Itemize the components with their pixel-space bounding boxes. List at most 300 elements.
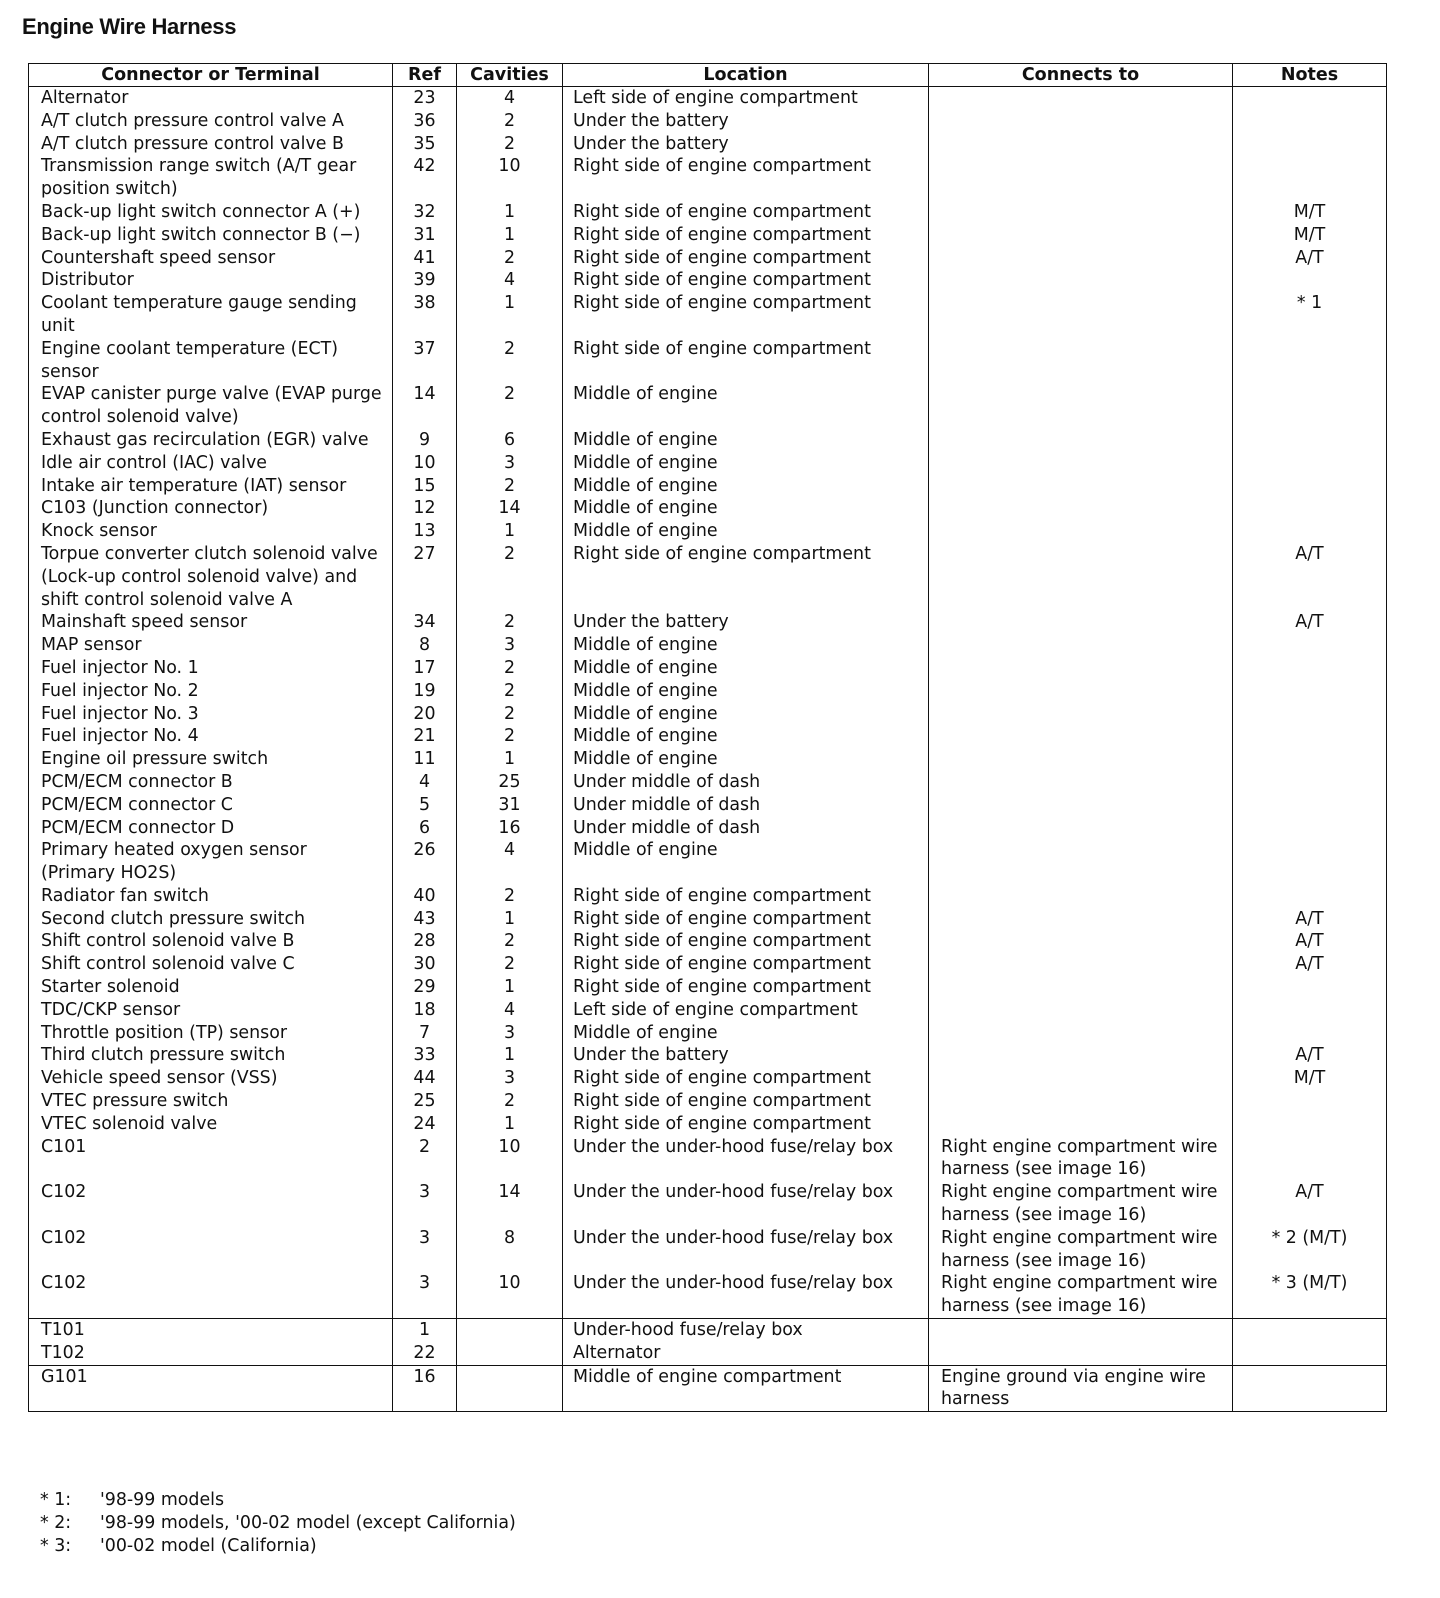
cavities-cell: 1 (457, 201, 563, 224)
table-row (29, 224, 1387, 247)
location-cell: Middle of engine (563, 452, 929, 475)
connects-to-cell (929, 680, 1233, 703)
location-cell: Middle of engine (563, 1022, 929, 1045)
notes-cell (1233, 133, 1387, 156)
connects-to-cell (929, 247, 1233, 270)
ref-cell: 39 (393, 269, 457, 292)
location-cell: Right side of engine compartment (563, 201, 929, 224)
cavities-cell (457, 1342, 563, 1365)
location-cell: Middle of engine (563, 429, 929, 452)
notes-cell (1233, 338, 1387, 384)
table-row (29, 292, 1387, 338)
cavities-cell: 16 (457, 817, 563, 840)
connects-to-cell (929, 133, 1233, 156)
connector-cell: PCM/ECM connector C (29, 794, 393, 817)
connector-cell: Idle air control (IAC) valve (29, 452, 393, 475)
header-connects-to: Connects to (929, 64, 1233, 87)
connector-cell: C103 (Junction connector) (29, 497, 393, 520)
notes-cell (1233, 1090, 1387, 1113)
location-cell: Middle of engine (563, 703, 929, 726)
table-row (29, 133, 1387, 156)
location-cell: Right side of engine compartment (563, 155, 929, 201)
notes-cell (1233, 1113, 1387, 1136)
ref-cell: 31 (393, 224, 457, 247)
ref-cell: 3 (393, 1227, 457, 1273)
location-cell: Under the battery (563, 110, 929, 133)
connector-cell: Primary heated oxygen sensor (Primary HO2S) (29, 839, 393, 885)
connector-cell: Distributor (29, 269, 393, 292)
cavities-cell: 2 (457, 383, 563, 429)
table-row (29, 1227, 1387, 1273)
ref-cell: 29 (393, 976, 457, 999)
ref-cell: 16 (393, 1365, 457, 1412)
location-cell: Under the battery (563, 1044, 929, 1067)
notes-cell: * 3 (M/T) (1233, 1272, 1387, 1318)
connector-cell: MAP sensor (29, 634, 393, 657)
location-cell: Middle of engine (563, 497, 929, 520)
cavities-cell: 2 (457, 338, 563, 384)
ref-cell: 34 (393, 611, 457, 634)
connector-cell: EVAP canister purge valve (EVAP purge control solenoid valve) (29, 383, 393, 429)
notes-cell: M/T (1233, 224, 1387, 247)
notes-cell: M/T (1233, 1067, 1387, 1090)
table-row (29, 634, 1387, 657)
connector-cell: C102 (29, 1272, 393, 1318)
connects-to-cell (929, 930, 1233, 953)
connects-to-cell (929, 999, 1233, 1022)
notes-cell: * 1 (1233, 292, 1387, 338)
notes-cell (1233, 475, 1387, 498)
notes-cell (1233, 497, 1387, 520)
footnote-mark: * 1: (40, 1490, 72, 1510)
connects-to-cell: Right engine compartment wire harness (see image 16) (929, 1227, 1233, 1273)
table-row (29, 657, 1387, 680)
ref-cell: 4 (393, 771, 457, 794)
notes-cell (1233, 1342, 1387, 1365)
cavities-cell: 10 (457, 1136, 563, 1182)
connector-cell: Engine oil pressure switch (29, 748, 393, 771)
location-cell: Under middle of dash (563, 771, 929, 794)
notes-cell: A/T (1233, 611, 1387, 634)
connector-cell: Fuel injector No. 4 (29, 725, 393, 748)
connects-to-cell (929, 520, 1233, 543)
footnotes (40, 1489, 516, 1558)
cavities-cell: 2 (457, 930, 563, 953)
location-cell: Under the under-hood fuse/relay box (563, 1227, 929, 1273)
ref-cell: 12 (393, 497, 457, 520)
connects-to-cell (929, 383, 1233, 429)
connects-to-cell (929, 1022, 1233, 1045)
notes-cell: A/T (1233, 1044, 1387, 1067)
table-row (29, 475, 1387, 498)
location-cell: Right side of engine compartment (563, 885, 929, 908)
header-connector: Connector or Terminal (29, 64, 393, 87)
table-row (29, 1090, 1387, 1113)
connector-cell: C101 (29, 1136, 393, 1182)
cavities-cell: 2 (457, 110, 563, 133)
location-cell: Right side of engine compartment (563, 1067, 929, 1090)
footnote (40, 1512, 516, 1535)
table-row (29, 839, 1387, 885)
ref-cell: 1 (393, 1319, 457, 1342)
connects-to-cell (929, 1319, 1233, 1342)
cavities-cell: 4 (457, 839, 563, 885)
page-title: Engine Wire Harness (22, 14, 237, 39)
connector-cell: Shift control solenoid valve B (29, 930, 393, 953)
connector-cell: Intake air temperature (IAT) sensor (29, 475, 393, 498)
connects-to-cell (929, 224, 1233, 247)
notes-cell (1233, 1319, 1387, 1342)
connector-cell: TDC/CKP sensor (29, 999, 393, 1022)
notes-cell (1233, 520, 1387, 543)
connector-cell: Exhaust gas recirculation (EGR) valve (29, 429, 393, 452)
connects-to-cell (929, 1044, 1233, 1067)
ref-cell: 25 (393, 1090, 457, 1113)
location-cell: Under the under-hood fuse/relay box (563, 1181, 929, 1227)
location-cell: Middle of engine (563, 475, 929, 498)
connector-cell: A/T clutch pressure control valve B (29, 133, 393, 156)
notes-cell (1233, 748, 1387, 771)
location-cell: Middle of engine compartment (563, 1365, 929, 1412)
notes-cell (1233, 657, 1387, 680)
location-cell: Right side of engine compartment (563, 1090, 929, 1113)
location-cell: Right side of engine compartment (563, 1113, 929, 1136)
ref-cell: 40 (393, 885, 457, 908)
connector-cell: Second clutch pressure switch (29, 908, 393, 931)
connector-cell: Mainshaft speed sensor (29, 611, 393, 634)
connects-to-cell (929, 1090, 1233, 1113)
cavities-cell: 2 (457, 1090, 563, 1113)
connects-to-cell (929, 611, 1233, 634)
connects-to-cell (929, 1067, 1233, 1090)
cavities-cell: 3 (457, 1022, 563, 1045)
ref-cell: 3 (393, 1272, 457, 1318)
ref-cell: 24 (393, 1113, 457, 1136)
table-row (29, 999, 1387, 1022)
cavities-cell: 4 (457, 87, 563, 110)
cavities-cell: 4 (457, 269, 563, 292)
connects-to-cell (929, 703, 1233, 726)
notes-cell: A/T (1233, 543, 1387, 611)
location-cell: Alternator (563, 1342, 929, 1365)
location-cell: Under-hood fuse/relay box (563, 1319, 929, 1342)
notes-cell (1233, 429, 1387, 452)
ref-cell: 32 (393, 201, 457, 224)
cavities-cell: 1 (457, 908, 563, 931)
ref-cell: 17 (393, 657, 457, 680)
cavities-cell: 2 (457, 475, 563, 498)
connects-to-cell (929, 1342, 1233, 1365)
cavities-cell: 31 (457, 794, 563, 817)
ref-cell: 14 (393, 383, 457, 429)
notes-cell (1233, 634, 1387, 657)
cavities-cell: 1 (457, 1044, 563, 1067)
cavities-cell: 3 (457, 634, 563, 657)
footnote-mark: * 2: (40, 1513, 72, 1533)
table-row (29, 497, 1387, 520)
location-cell: Right side of engine compartment (563, 247, 929, 270)
location-cell: Right side of engine compartment (563, 224, 929, 247)
location-cell: Middle of engine (563, 634, 929, 657)
notes-cell (1233, 87, 1387, 110)
connects-to-cell (929, 497, 1233, 520)
notes-cell (1233, 680, 1387, 703)
location-cell: Middle of engine (563, 680, 929, 703)
connects-to-cell (929, 839, 1233, 885)
connects-to-cell (929, 817, 1233, 840)
header-notes: Notes (1233, 64, 1387, 87)
table-row (29, 611, 1387, 634)
notes-cell (1233, 1365, 1387, 1412)
ref-cell: 13 (393, 520, 457, 543)
cavities-cell: 1 (457, 1113, 563, 1136)
notes-cell (1233, 269, 1387, 292)
table-row (29, 452, 1387, 475)
notes-cell (1233, 452, 1387, 475)
connects-to-cell (929, 953, 1233, 976)
cavities-cell (457, 1319, 563, 1342)
location-cell: Left side of engine compartment (563, 999, 929, 1022)
connects-to-cell: Right engine compartment wire harness (see image 16) (929, 1136, 1233, 1182)
notes-cell (1233, 839, 1387, 885)
table-row (29, 110, 1387, 133)
cavities-cell: 4 (457, 999, 563, 1022)
ref-cell: 6 (393, 817, 457, 840)
cavities-cell: 14 (457, 497, 563, 520)
ref-cell: 38 (393, 292, 457, 338)
ref-cell: 27 (393, 543, 457, 611)
connector-cell: Engine coolant temperature (ECT) sensor (29, 338, 393, 384)
table-row (29, 908, 1387, 931)
ref-cell: 3 (393, 1181, 457, 1227)
connector-cell: T102 (29, 1342, 393, 1365)
location-cell: Middle of engine (563, 520, 929, 543)
connects-to-cell (929, 475, 1233, 498)
ref-cell: 42 (393, 155, 457, 201)
connector-cell: Knock sensor (29, 520, 393, 543)
ref-cell: 37 (393, 338, 457, 384)
notes-cell (1233, 771, 1387, 794)
location-cell: Under the under-hood fuse/relay box (563, 1272, 929, 1318)
table-row (29, 247, 1387, 270)
ref-cell: 35 (393, 133, 457, 156)
notes-cell (1233, 725, 1387, 748)
connector-cell: Radiator fan switch (29, 885, 393, 908)
ref-cell: 33 (393, 1044, 457, 1067)
connector-cell: G101 (29, 1365, 393, 1412)
connects-to-cell: Right engine compartment wire harness (see image 16) (929, 1272, 1233, 1318)
notes-cell (1233, 1136, 1387, 1182)
location-cell: Right side of engine compartment (563, 930, 929, 953)
ref-cell: 23 (393, 87, 457, 110)
notes-cell (1233, 885, 1387, 908)
table-row (29, 543, 1387, 611)
location-cell: Middle of engine (563, 383, 929, 429)
location-cell: Middle of engine (563, 748, 929, 771)
connects-to-cell: Right engine compartment wire harness (see image 16) (929, 1181, 1233, 1227)
connector-cell: A/T clutch pressure control valve A (29, 110, 393, 133)
location-cell: Under the under-hood fuse/relay box (563, 1136, 929, 1182)
location-cell: Under middle of dash (563, 794, 929, 817)
cavities-cell: 2 (457, 725, 563, 748)
table-row (29, 680, 1387, 703)
connector-cell: Back-up light switch connector A (+) (29, 201, 393, 224)
notes-cell (1233, 794, 1387, 817)
table-row (29, 520, 1387, 543)
cavities-cell: 1 (457, 224, 563, 247)
connector-cell: Vehicle speed sensor (VSS) (29, 1067, 393, 1090)
connector-cell: Alternator (29, 87, 393, 110)
table-row (29, 383, 1387, 429)
ref-cell: 8 (393, 634, 457, 657)
table-row (29, 1181, 1387, 1227)
connects-to-cell (929, 543, 1233, 611)
ref-cell: 7 (393, 1022, 457, 1045)
ref-cell: 26 (393, 839, 457, 885)
ref-cell: 15 (393, 475, 457, 498)
footnote (40, 1535, 516, 1558)
location-cell: Middle of engine (563, 725, 929, 748)
table-header-row (29, 64, 1387, 87)
notes-cell: A/T (1233, 953, 1387, 976)
cavities-cell: 10 (457, 1272, 563, 1318)
table-row (29, 1044, 1387, 1067)
cavities-cell: 1 (457, 520, 563, 543)
footnote-text: '00-02 model (California) (100, 1536, 317, 1556)
table-row (29, 87, 1387, 110)
cavities-cell: 2 (457, 657, 563, 680)
table-row (29, 1067, 1387, 1090)
table-row (29, 1113, 1387, 1136)
ref-cell: 28 (393, 930, 457, 953)
notes-cell (1233, 383, 1387, 429)
table-row (29, 155, 1387, 201)
connector-cell: C102 (29, 1181, 393, 1227)
connector-cell: Fuel injector No. 1 (29, 657, 393, 680)
connects-to-cell (929, 908, 1233, 931)
ref-cell: 18 (393, 999, 457, 1022)
connects-to-cell (929, 657, 1233, 680)
footnote-mark: * 3: (40, 1536, 72, 1556)
cavities-cell: 1 (457, 748, 563, 771)
connects-to-cell (929, 634, 1233, 657)
notes-cell: A/T (1233, 247, 1387, 270)
ref-cell: 2 (393, 1136, 457, 1182)
connects-to-cell (929, 292, 1233, 338)
notes-cell: M/T (1233, 201, 1387, 224)
table-row (29, 338, 1387, 384)
cavities-cell (457, 1365, 563, 1412)
table-row (29, 1342, 1387, 1365)
table-row (29, 269, 1387, 292)
connects-to-cell (929, 794, 1233, 817)
table-row (29, 1365, 1387, 1412)
cavities-cell: 10 (457, 155, 563, 201)
cavities-cell: 2 (457, 885, 563, 908)
connects-to-cell (929, 748, 1233, 771)
connects-to-cell (929, 269, 1233, 292)
cavities-cell: 2 (457, 703, 563, 726)
location-cell: Under the battery (563, 611, 929, 634)
connector-cell: PCM/ECM connector D (29, 817, 393, 840)
cavities-cell: 2 (457, 247, 563, 270)
ref-cell: 21 (393, 725, 457, 748)
ref-cell: 43 (393, 908, 457, 931)
table-row (29, 201, 1387, 224)
connects-to-cell (929, 976, 1233, 999)
table-row (29, 885, 1387, 908)
connector-cell: C102 (29, 1227, 393, 1273)
cavities-cell: 3 (457, 1067, 563, 1090)
notes-cell (1233, 999, 1387, 1022)
notes-cell: * 2 (M/T) (1233, 1227, 1387, 1273)
connects-to-cell (929, 338, 1233, 384)
connects-to-cell (929, 885, 1233, 908)
location-cell: Under the battery (563, 133, 929, 156)
connector-cell: Throttle position (TP) sensor (29, 1022, 393, 1045)
cavities-cell: 1 (457, 292, 563, 338)
cavities-cell: 3 (457, 452, 563, 475)
table-row (29, 703, 1387, 726)
footnote-text: '98-99 models (100, 1490, 225, 1510)
connector-cell: Shift control solenoid valve C (29, 953, 393, 976)
connector-cell: Countershaft speed sensor (29, 247, 393, 270)
header-location: Location (563, 64, 929, 87)
notes-cell (1233, 110, 1387, 133)
table-row (29, 1022, 1387, 1045)
table-row (29, 930, 1387, 953)
location-cell: Under middle of dash (563, 817, 929, 840)
table-row (29, 1136, 1387, 1182)
table-row (29, 725, 1387, 748)
connector-cell: Transmission range switch (A/T gear position switch) (29, 155, 393, 201)
connects-to-cell (929, 155, 1233, 201)
notes-cell: A/T (1233, 1181, 1387, 1227)
location-cell: Right side of engine compartment (563, 953, 929, 976)
location-cell: Right side of engine compartment (563, 338, 929, 384)
location-cell: Right side of engine compartment (563, 269, 929, 292)
cavities-cell: 2 (457, 953, 563, 976)
connector-cell: Back-up light switch connector B (−) (29, 224, 393, 247)
connector-cell: Fuel injector No. 3 (29, 703, 393, 726)
connector-cell: Starter solenoid (29, 976, 393, 999)
cavities-cell: 14 (457, 1181, 563, 1227)
notes-cell: A/T (1233, 930, 1387, 953)
cavities-cell: 6 (457, 429, 563, 452)
connector-cell: T101 (29, 1319, 393, 1342)
cavities-cell: 1 (457, 976, 563, 999)
connects-to-cell (929, 1113, 1233, 1136)
cavities-cell: 25 (457, 771, 563, 794)
table-body (29, 87, 1387, 1412)
location-cell: Middle of engine (563, 839, 929, 885)
connects-to-cell (929, 725, 1233, 748)
connects-to-cell (929, 201, 1233, 224)
location-cell: Right side of engine compartment (563, 976, 929, 999)
table-row (29, 748, 1387, 771)
connects-to-cell: Engine ground via engine wire harness (929, 1365, 1233, 1412)
ref-cell: 20 (393, 703, 457, 726)
connects-to-cell (929, 771, 1233, 794)
connects-to-cell (929, 87, 1233, 110)
connector-cell: VTEC solenoid valve (29, 1113, 393, 1136)
footnote-text: '98-99 models, '00-02 model (except California) (100, 1513, 516, 1533)
connector-cell: Torpue converter clutch solenoid valve (Lock-up control solenoid valve) and shift control solenoid valve A (29, 543, 393, 611)
ref-cell: 10 (393, 452, 457, 475)
footnote (40, 1489, 516, 1512)
cavities-cell: 2 (457, 543, 563, 611)
table-row (29, 976, 1387, 999)
